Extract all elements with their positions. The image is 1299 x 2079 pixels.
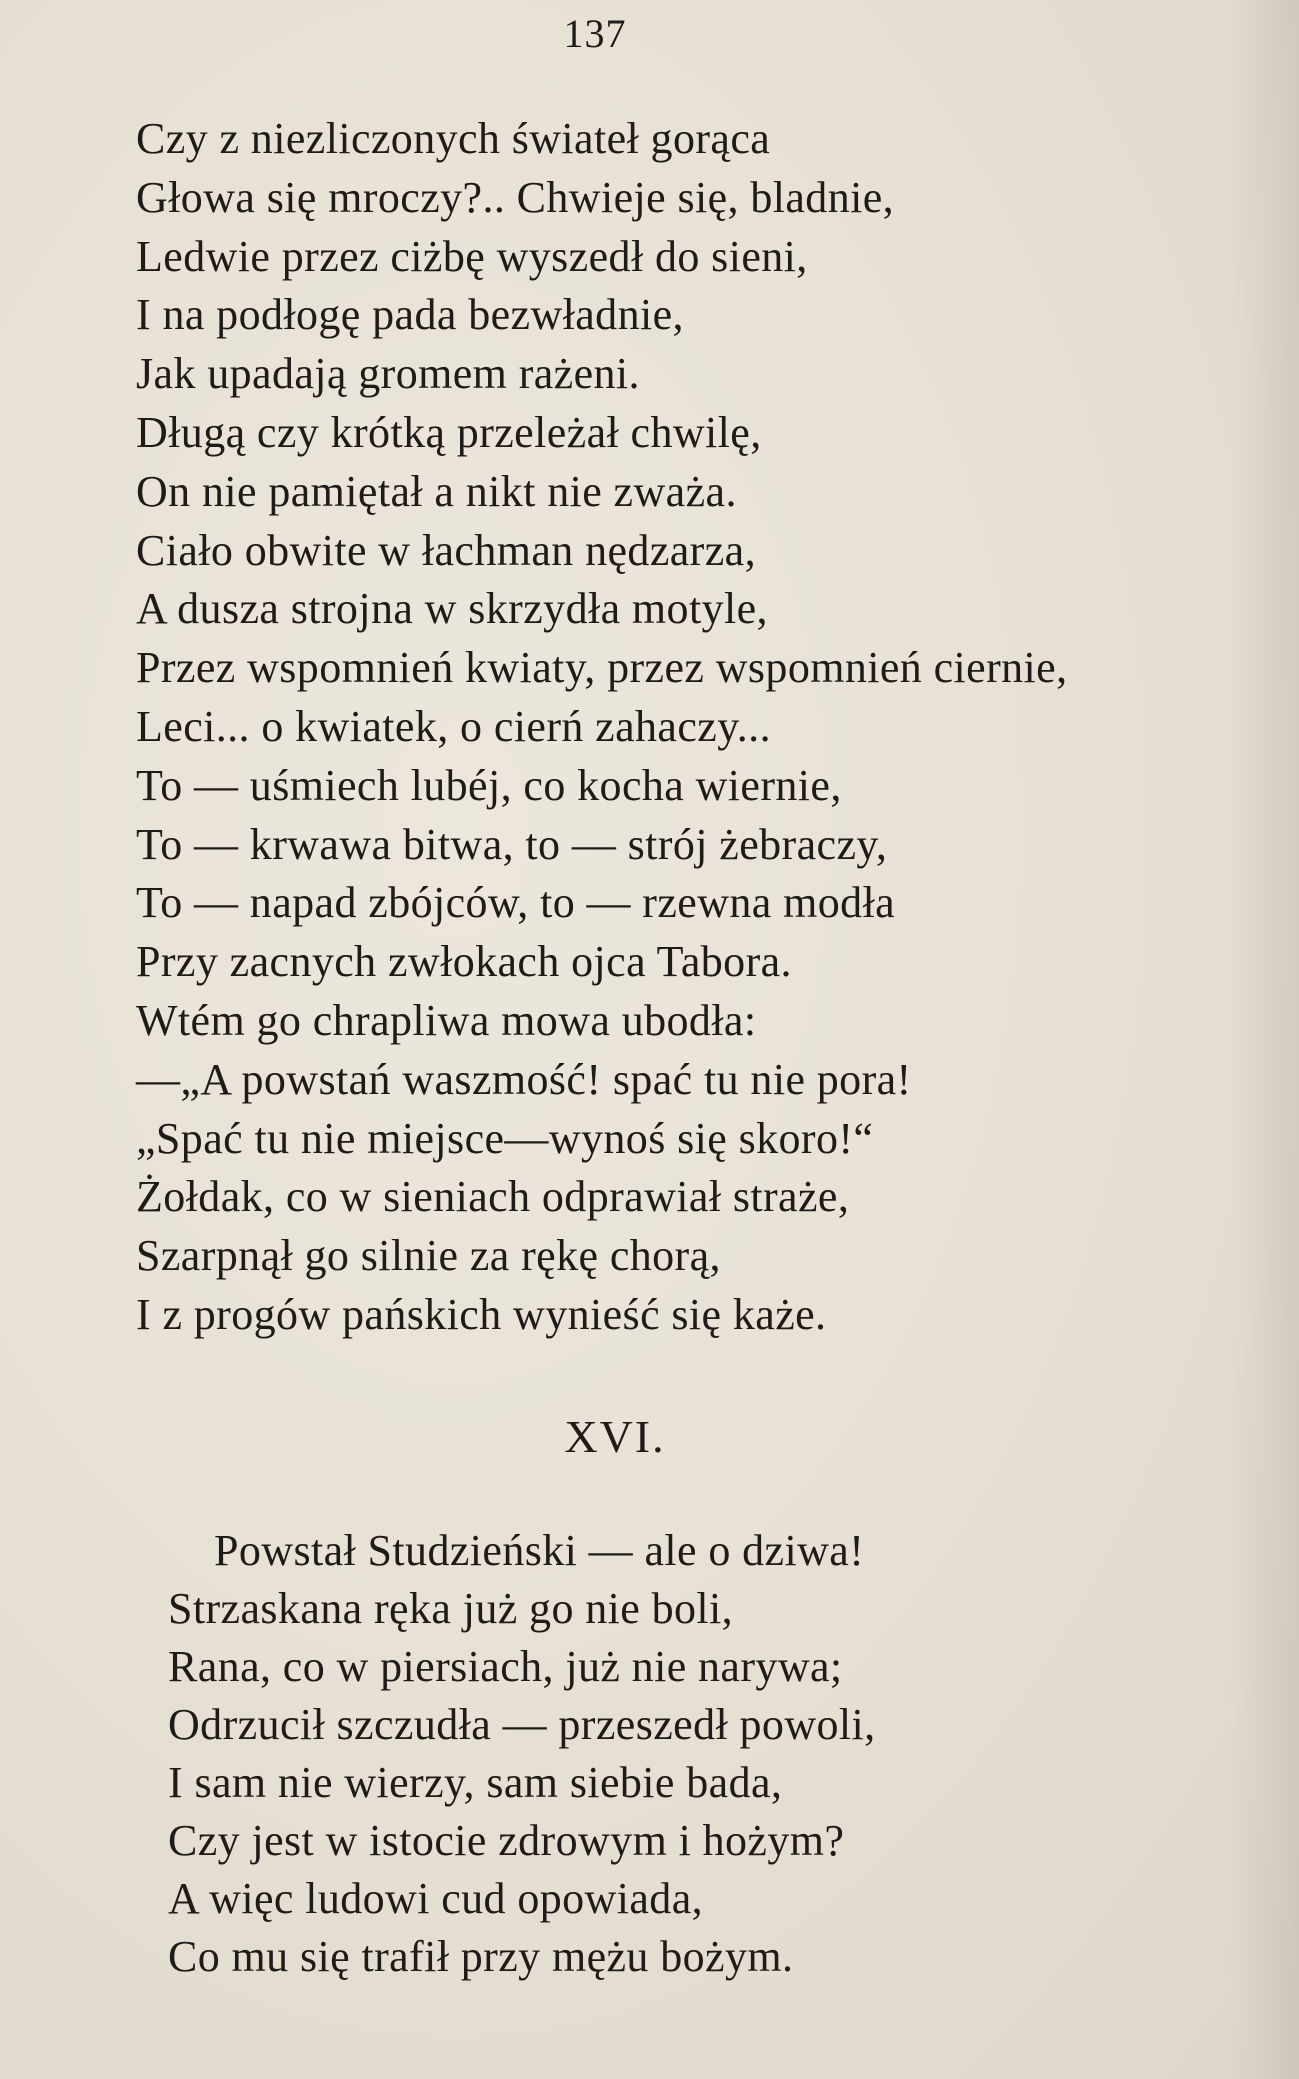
poem-line: Leci... o kwiatek, o cierń zahaczy... bbox=[136, 701, 771, 751]
poem-line: To — uśmiech lubéj, co kocha wiernie, bbox=[136, 760, 842, 810]
poem-line: Rana, co w piersiach, już nie narywa; bbox=[168, 1642, 843, 1691]
poem-line: Przy zacnych zwłokach ojca Tabora. bbox=[136, 937, 792, 987]
poem-line: I na podłogę pada bezwładnie, bbox=[136, 290, 684, 340]
poem-line: Ciało obwite w łachman nędzarza, bbox=[136, 525, 756, 575]
poem-line: A dusza strojna w skrzydła motyle, bbox=[136, 584, 768, 634]
poem-line: Głowa się mroczy?.. Chwieje się, bladnie, bbox=[136, 172, 895, 222]
poem-line: Szarpnął go silnie za rękę chorą, bbox=[136, 1231, 721, 1281]
section-heading: XVI. bbox=[564, 1411, 666, 1462]
poem-line: Ledwie przez ciżbę wyszedł do sieni, bbox=[136, 231, 808, 281]
poem-stanza-1 bbox=[136, 110, 1068, 1345]
poem-line: Żołdak, co w sieniach odprawiał straże, bbox=[136, 1172, 850, 1222]
poem-line: Wtém go chrapliwa mowa ubodła: bbox=[136, 995, 757, 1045]
poem-line: Co mu się trafił przy mężu bożym. bbox=[168, 1932, 794, 1981]
poem-line: On nie pamiętał a nikt nie zważa. bbox=[136, 466, 737, 516]
poem-line: Odrzucił szczudła — przeszedł powoli, bbox=[168, 1700, 876, 1749]
poem-line: Powstał Studzieński — ale o dziwa! bbox=[214, 1526, 865, 1575]
poem-line: Czy jest w istocie zdrowym i hożym? bbox=[168, 1816, 845, 1865]
poem-line: Długą czy krótką przeleżał chwilę, bbox=[136, 407, 762, 457]
poem-line: Czy z niezliczonych świateł gorąca bbox=[136, 114, 771, 163]
poem-line: A więc ludowi cud opowiada, bbox=[168, 1874, 704, 1923]
poem-line: „Spać tu nie miejsce—wynoś się skoro!“ bbox=[136, 1113, 874, 1163]
page-edge-shadow bbox=[1229, 0, 1299, 2079]
poem-stanza-2 bbox=[168, 1522, 876, 1986]
poem-line: To — krwawa bitwa, to — strój żebraczy, bbox=[136, 819, 888, 869]
poem-line: —„A powstań waszmość! spać tu nie pora! bbox=[136, 1054, 912, 1104]
poem-line: I z progów pańskich wynieść się każe. bbox=[136, 1289, 827, 1339]
poem-line: I sam nie wierzy, sam siebie bada, bbox=[168, 1758, 783, 1807]
poem-line: Strzaskana ręka już go nie boli, bbox=[168, 1584, 734, 1633]
poem-line: Jak upadają gromem rażeni. bbox=[136, 349, 640, 399]
poem-line: Przez wspomnień kwiaty, przez wspomnień ciernie, bbox=[136, 643, 1068, 693]
page-number: 137 bbox=[563, 11, 627, 56]
poem-line: To — napad zbójców, to — rzewna modła bbox=[136, 878, 896, 928]
